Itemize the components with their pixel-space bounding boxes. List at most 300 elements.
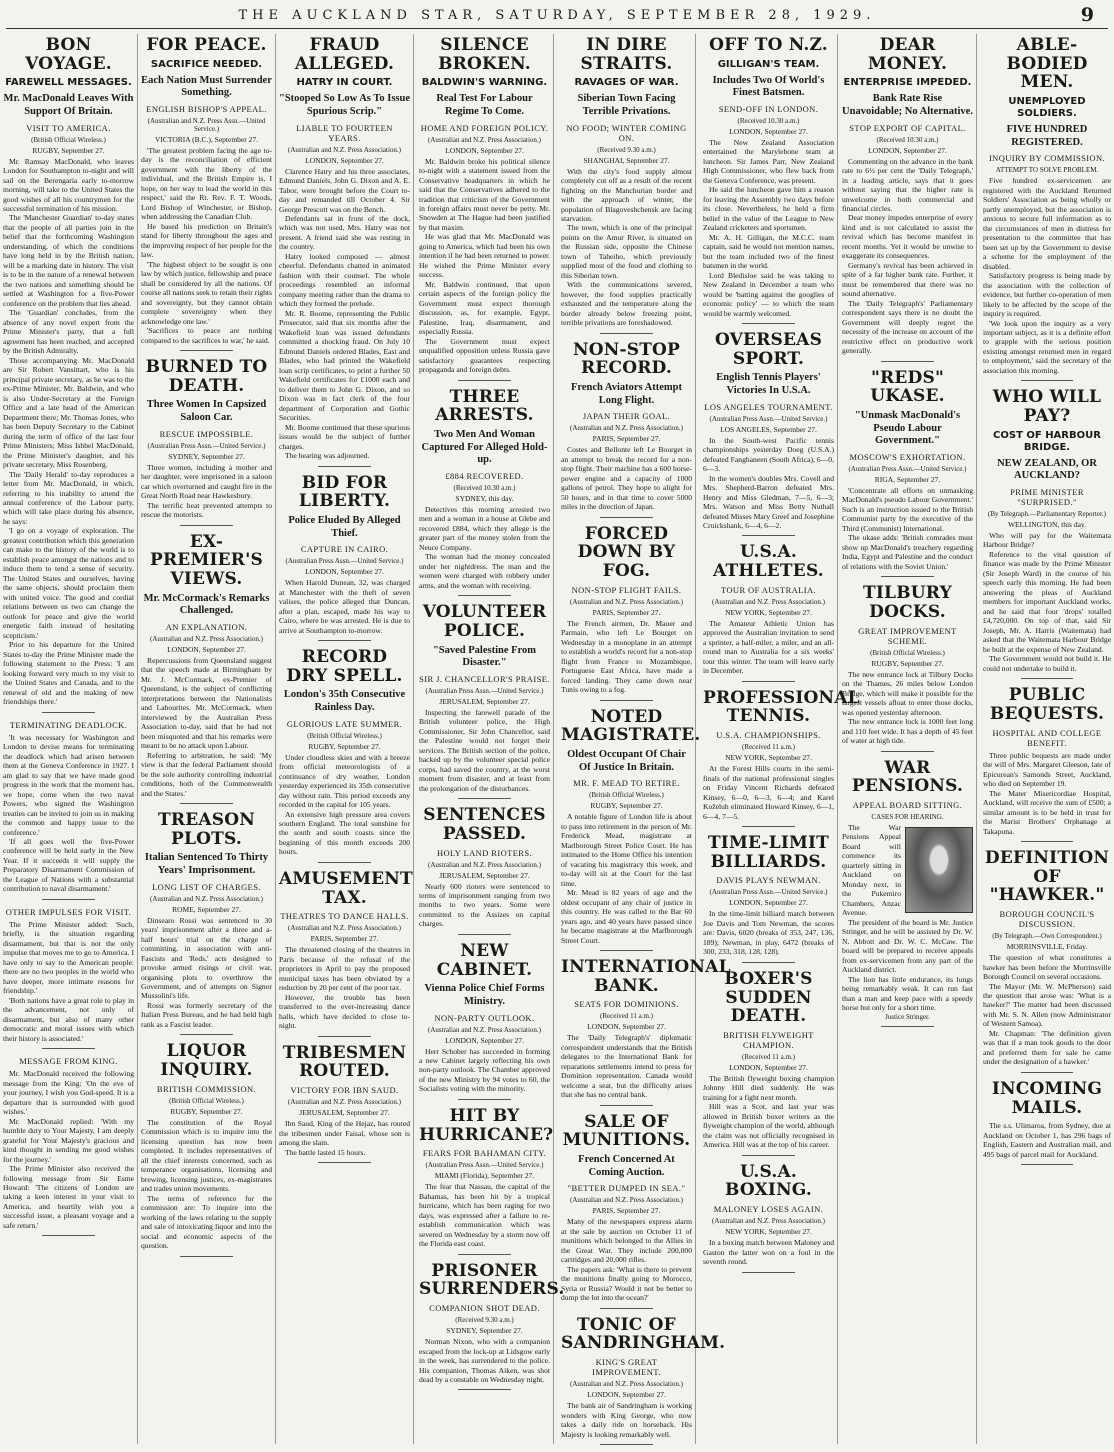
- wire-credit: (Australian and N.Z. Press Association.): [570, 597, 683, 606]
- paragraph: 'We look upon the inquiry as a very important subject, as it is a definite effort to grapple with the serious position existing amongst returned men in regard to employment,' said the secretary of the association this morning.: [983, 318, 1111, 375]
- wire-credit: (Australian and N.Z. Press Association.): [288, 924, 401, 933]
- headline: PRISONER SURRENDERS.: [419, 1260, 565, 1300]
- paragraph: Clarence Hatry and his three associates, Edmund Daniels, John G. Dixon and A. E. Tabor, were brought before the Court to-day and remanded till October 4. Sir George Prescott was on the Bench.: [279, 166, 410, 214]
- dateline: LONDON, September 27.: [445, 1035, 524, 1045]
- headline: PUBLIC BEQUESTS.: [989, 685, 1105, 724]
- dateline: JERUSALEM, September 27.: [439, 870, 530, 880]
- article: [3, 36, 134, 713]
- article-divider: [458, 380, 510, 381]
- subhead: HOSPITAL AND COLLEGE BENEFIT.: [992, 727, 1102, 748]
- subdeck: NEW ZEALAND, OR AUCKLAND?: [997, 457, 1097, 482]
- article: [561, 36, 692, 334]
- paragraph: The terrific heat prevented attempts to rescue the motorists.: [141, 500, 272, 520]
- headline: FOR PEACE.: [146, 35, 267, 55]
- paragraph: Lord Bledisloe said he was taking to New Zealand in December a team who would be 'batting against the googlies of economic policy' — to which the team would be warmly welcomed.: [703, 270, 834, 318]
- headline: TREASON PLOTS.: [158, 810, 255, 849]
- article: [141, 811, 272, 1035]
- dateline: PARIS, September 27.: [310, 934, 379, 944]
- wire-credit: (British Official Wireless.): [589, 791, 664, 800]
- headline: NEW CABINET.: [436, 940, 533, 980]
- article: [419, 603, 550, 799]
- subhead: THEATRES TO DANCE HALLS.: [280, 911, 409, 922]
- article: [279, 648, 410, 863]
- article-body: [279, 945, 410, 1030]
- dateline: SYDNEY, this day.: [455, 493, 514, 503]
- article-body: [561, 445, 692, 511]
- article: [279, 36, 410, 467]
- masthead: [0, 0, 1114, 26]
- article-divider: [600, 517, 652, 518]
- article-body: [561, 167, 692, 328]
- headline: THREE ARRESTS.: [435, 386, 534, 426]
- wire-credit: (Received 11 a.m.): [600, 1012, 653, 1021]
- paragraph: A notable figure of London life is about to pass into retirement in the person of Mr. Frederick Mead, magistrate at Marlborough Street Police Court. He has intimated to the Home Office his intention of vacating his magistracy this week, and to-day will sit at the Court for the last time.: [561, 812, 692, 888]
- article-divider: [600, 333, 652, 334]
- headline: FORCED DOWN BY FOG.: [577, 523, 676, 582]
- article-divider: [318, 466, 370, 467]
- article-divider: [742, 1155, 794, 1156]
- dateline: ROME, September 27.: [172, 904, 241, 914]
- subhead: U.S.A. CHAMPIONSHIPS.: [716, 730, 821, 741]
- paragraph: The question of what constitutes a hawker has been before the Morrinsville Borough Council on several occasions.: [983, 953, 1111, 982]
- article-body: [3, 733, 134, 894]
- article: [703, 834, 834, 963]
- wire-credit: (Australian Press Assn.—United Service.): [285, 557, 404, 566]
- paragraph: Germany's revival has been achieved in spite of a far higher bank rate. Further, it must be remembered that there was no sound alternative.: [842, 260, 973, 299]
- paragraph: In the time-limit billiard match between Joe Davis and Tom Newman, the scores are: Davis, 6020 (breaks of 353, 247, 136, 189); Newman, in play, 6472 (breaks of 300, 233, 318, 128, 128).: [703, 909, 834, 957]
- headline: LIQUOR INQUIRY.: [160, 1041, 253, 1081]
- wire-credit: (By Telegraph.—Own Correspondent.): [992, 932, 1102, 941]
- article-divider: [318, 1162, 370, 1163]
- subhead: DAVIS PLAYS NEWMAN.: [716, 875, 821, 886]
- headline: IN DIRE STRAITS.: [580, 35, 673, 74]
- dateline: NEW YORK, September 27.: [725, 753, 812, 763]
- paragraph: 'The greatest problem facing the age to-day is the reconciliation of efficient government with the liberty of the individual, and the British Empire is, I hope, on her way to lead the world in this respect,' said the Rt. Rev. F. T. Woods, Lord Bishop of Winchester, or Bishop, when addressing the Canadian Club.: [141, 145, 272, 222]
- paragraph: In the women's doubles Mrs. Covell and Mrs. Shepherd-Barron defeated Mrs. Henry and Miss Gledman, 7—5, 6—3; Mrs. Watson and Miss Betty Nuthall defeated Misses Mary Greef and Josephine Cruickshank, 6—4, 6—2.: [703, 473, 834, 530]
- wire-credit: (Received 9.30 a.m.): [597, 145, 656, 154]
- headline: DEAR MONEY.: [867, 35, 948, 74]
- column: [558, 34, 731, 1444]
- subdeck: London's 35th Consecutive Rainless Day.: [283, 689, 406, 714]
- paragraph: Prior to his departure for the United States to-day the Prime Minister made the following statement to the Press: 'I am looking forward very much to my visit to the United States and Canada, and to the renewal of old and the making of new friendships there.': [3, 640, 134, 707]
- dateline: LONDON, September 27.: [305, 155, 384, 165]
- paragraph: 'I go on a voyage of exploration. The greatest contribution which this generation can make to the history of the world is to establish peace amongst the nations and to induce them to tend a sense of security. The United States and ourselves, having the same objects, should proclaim them with united voice. The good and cordial relations between us two can change the outlook for peace and give the world energetic faith instead of hesitating scepticism.': [3, 526, 134, 640]
- article-body: [842, 157, 973, 356]
- subhead: GLORIOUS LATE SUMMER.: [286, 718, 403, 729]
- headline: HIT BY HURRICANE?: [419, 1105, 554, 1145]
- headline: BON VOYAGE.: [25, 35, 112, 74]
- dateline: PARIS, September 27.: [592, 1206, 661, 1216]
- article-divider: [318, 862, 370, 863]
- paragraph: Mr. MacDonald replied: 'With my humble duty to Your Majesty, I am deeply grateful for Your Majesty's gracious and kind thought in sending me good wishes for the journey.': [3, 1116, 134, 1164]
- paragraph: 'Concentrate all efforts on unmasking MacDonald's pseudo Labour Government.' Such is an instruction issued to the British Communist party by the executive of the Third (Communist) International.: [842, 485, 973, 533]
- article: [561, 1113, 692, 1309]
- paragraph: Repercussions from Queensland suggest that the speech made at Birmingham by Mr. J. McCormack, ex-Premier of Queensland, is the subject of conflicting interpretations between the Nationalists and Labourites. Mr. McCormack, when interviewed by the Australian Press Association to-day, said that he had not been misquoted and that his remarks were meant to be no attack upon Labour.: [141, 655, 272, 751]
- article-body: [419, 1047, 550, 1094]
- paragraph: The ukase adds: 'British comrades must show up MacDonald's treachery regarding India, Egypt and Palestine and the conduct of relations with the Soviet Union.': [842, 533, 973, 571]
- paragraph: The woman had the money concealed under her nightdress. The man and the women were charged with robbery under arms, and the woman with receiving.: [419, 552, 550, 590]
- paragraph: The lion has little endurance, its lungs being remarkably weak. It can run fast than a man and keep pace with a speedy horse but only for a short time.: [842, 974, 973, 1013]
- article: [561, 525, 692, 701]
- paragraph: Mr. R. Boome, representing the Public Prosecutor, said that six months after the Wakefield loan was issued defendants committed a shocking fraud. On July 10 Edmund Daniels ordered Blades, East and Blades, who had printed the Wakefield loan scrip certificates, to print a further 50 Wakefield certificates for £1000 each and to deliver them to John G. Dixon, and so Dixon was in fact clerk of the four department of Corporation and Gothic Securities.: [279, 308, 410, 423]
- dateline: LONDON, September 27.: [167, 644, 246, 654]
- headline: WHO WILL PAY?: [992, 387, 1102, 427]
- subdeck: Police Eluded By Alleged Thief.: [288, 514, 401, 539]
- paragraph: Referring to arbitration, he said: 'My view is that the federal Parliament should be the sole authority controlling industrial conditions, both of the Commonwealth and the States.': [141, 750, 272, 798]
- dateline: LOS ANGELES, September 27.: [720, 424, 817, 434]
- wire-credit: (Australian Press Assn.—United Service.): [709, 414, 828, 423]
- paragraph: Mr. A. H. Gilligan, the M.C.C. team captain, said he would not mention names, but the team included two of the finest batsmen in the world.: [703, 232, 834, 271]
- wire-credit: (Received 11 a.m.): [742, 743, 795, 752]
- wire-credit: (Australian and N.Z. Press Association.): [150, 894, 263, 903]
- subdeck: Two Men And Woman Captured For Alleged Hold-up.: [421, 429, 548, 466]
- article: [703, 687, 860, 827]
- article-body: [279, 167, 410, 461]
- article-body: [561, 1033, 692, 1099]
- paragraph: Five hundred ex-servicemen are registered with the Auckland Returned Soldiers' Association as being wholly or partly unemployed, but the association is anxious to secure full information as to the circumstances of men in distress for presentation to the committee that has been set up by the Government to devise a scheme for the employment of the disabled.: [983, 176, 1111, 271]
- headline: TILBURY DOCKS.: [863, 583, 952, 622]
- subhead: MESSAGE FROM KING.: [19, 1056, 118, 1067]
- paragraph: The Prime Minister also received the following message from Sir Esme Howard: 'The citizens of London are taking a keen interest in your visit to America, and heartily wish you a successful issue, a pleasant voyage and a safe return.': [3, 1164, 134, 1230]
- subhead: BRITISH FLYWEIGHT CHAMPION.: [723, 1029, 814, 1050]
- article: [983, 849, 1111, 1073]
- article-body: [279, 753, 410, 857]
- deck: FAREWELL MESSAGES.: [5, 77, 132, 89]
- subhead: LOS ANGELES TOURNAMENT.: [704, 401, 833, 412]
- article-body: [983, 531, 1111, 673]
- masthead-rule: [6, 28, 1108, 29]
- headline: BURNED TO DEATH.: [145, 357, 268, 396]
- paragraph: The 'Guardian' concludes, from the absence of any novel expert from the Prime Minister's party, that a full agreement has been reached, and accepted by the British Admiralty.: [3, 308, 134, 356]
- wire-credit: ATTEMPT TO SOLVE PROBLEM.: [995, 166, 1099, 175]
- deck: COST OF HARBOUR BRIDGE.: [993, 429, 1101, 453]
- article-divider: [742, 826, 794, 827]
- article-body: [842, 486, 973, 571]
- paragraph: The French airmen, Dr. Mauer and Parmain, who left Le Bourget on Wednesday in a monoplane in an attempt to establish a world's record for a non-stop flight from France to Mozambique, Portuguese East Africa, have made a forced landing. They came down near Tunis owing to a fog.: [561, 618, 692, 695]
- dateline: RUGBY, September 27.: [590, 801, 663, 811]
- article-body: [703, 1238, 834, 1266]
- subhead: VICTORY FOR IBN SAUD.: [290, 1085, 399, 1096]
- paragraph: The s.s. Ulimaroa, from Sydney, due at Auckland on October 1, has 296 bags of English, Eastern and Australian mail, and 495 bags of parcel mail for Auckland.: [983, 1121, 1111, 1159]
- subdeck: French Concerned At Coming Auction.: [578, 1154, 675, 1178]
- article-divider: [600, 950, 652, 951]
- headline: VOLUNTEER POLICE.: [422, 602, 547, 641]
- paragraph: The papers ask: 'What is there to prevent the munitions finally going to Morocco, Syria or Russia? Would it not be better to dump the lot into the ocean?': [561, 1264, 692, 1303]
- subhead: INQUIRY BY COMMISSION.: [988, 153, 1106, 164]
- paragraph: 'Sacrifices to peace are nothing compared to the sacrifices to war,' he said.: [141, 326, 272, 345]
- headline: ABLE-BODIED MEN.: [1006, 35, 1088, 93]
- article: [419, 806, 550, 935]
- dateline: VICTORIA (B.C.), September 27.: [155, 134, 258, 144]
- subhead: LONG LIST OF CHARGES.: [152, 881, 261, 892]
- subdeck: Bank Rate Rise Unavoidable; No Alternative.: [842, 93, 973, 117]
- deck: HATRY IN COURT.: [296, 77, 393, 89]
- dateline: NEW YORK, September 27.: [725, 607, 812, 617]
- paragraph: Those accompanying Mr. MacDonald are Sir Robert Vansittart, who is his principal private secretary, as he was to the ex-Prime Minister, Mr. Baldwin, and who is also Under-Secretary at the Foreign Office and a late head of the American Department there; Mr. Thomas Jones, who has been Deputy Secretary to the Cabinet during the term of office of the last four Prime Ministers; Miss Ishbel MacDonald, the Prime Minister's daughter, and his private secretary, Miss Rosenberg.: [3, 355, 134, 470]
- dateline: LONDON, September 27.: [729, 126, 808, 136]
- headline: NON-STOP RECORD.: [572, 339, 681, 379]
- article-body: [419, 1182, 550, 1248]
- paragraph: The new entrance lock at Tilbury Docks on the Thames, 26 miles below London Bridge, which will make it possible for the largest vessels afloat to enter those docks, was opened yesterday afternoon.: [842, 669, 973, 717]
- paragraph: The bank air of Sandringham is working wonders with King George, who now takes a daily ride on horseback. His Majesty is looking remarkably well.: [561, 1401, 692, 1439]
- paragraph: Reference to the vital question of finance was made by the Prime Minister (Sir Joseph Ward) in the course of his speech early this morning. He had been answering the pleas of Auckland members for important Auckland works, and he said that four 'drops' totalled £4,720,000. On top of that, said Sir Joseph, Mr. A. Harris (Waitemata) had asked that the Waitemata Harbour Bridge be built at the expense of New Zealand.: [983, 549, 1111, 654]
- subhead: TERMINATING DEADLOCK.: [9, 719, 128, 730]
- subhead: CAPTURE IN CAIRO.: [300, 544, 389, 555]
- subhead: AN EXPLANATION.: [165, 621, 248, 632]
- subhead: LIABLE TO FOURTEEN YEARS.: [296, 122, 393, 143]
- subhead: KING'S GREAT IMPROVEMENT.: [592, 1357, 661, 1378]
- article-divider: [881, 361, 933, 362]
- subhead: SIR J. CHANCELLOR'S PRAISE.: [419, 673, 550, 684]
- subhead: BOROUGH COUNCIL'S DISCUSSION.: [999, 909, 1095, 930]
- paragraph: Mr. Baldwin continued, that upon certain aspects of the foreign policy the Government must expect thorough discussion, as, for example, Egypt, Palestine, Iraq, disarmament, and especially Russia.: [419, 279, 550, 337]
- wire-credit: (Australian Press Assn.—United Service.): [425, 686, 544, 695]
- article: [141, 36, 272, 351]
- article-body: [419, 157, 550, 375]
- paragraph: The Amateur Athletic Union has approved the Australian invitation to send a sprinter, a half-miler, a miler, and an all-round man to Australia for a six weeks' tour this winter. The team will leave early in December.: [703, 618, 834, 676]
- subhead: PRIME MINISTER "SURPRISED.": [1010, 486, 1084, 507]
- wire-credit: (British Official Wireless.): [870, 648, 945, 657]
- dateline: LONDON, September 27.: [587, 1022, 666, 1032]
- article-divider: [600, 1444, 652, 1445]
- paragraph: The British flyweight boxing champion Johnny Hill died suddenly. He was training for a fight next month.: [703, 1073, 834, 1102]
- article: [842, 759, 973, 1027]
- photo-caption: Justice Stringer.: [885, 1012, 930, 1021]
- dateline: MORRINSVILLE, Friday.: [1006, 942, 1088, 952]
- masthead-title: THE AUCKLAND STAR, SATURDAY, SEPTEMBER 28, 1929.: [238, 8, 876, 23]
- paragraph: 'The highest object to be sought is one law by which justice, fellowship and peace shall be considered by all the nations. Of course all nations seek to retain their rights and sovereignty, but they cannot obtain complete sovereignty when they acknowledge one law.': [141, 259, 272, 326]
- subdeck: Three Women In Capsized Saloon Car.: [146, 399, 267, 424]
- dateline: RUGBY, September 27.: [871, 658, 944, 668]
- wire-credit: (Received 9.30 a.m.): [455, 1316, 514, 1325]
- headline: EX-PREMIER'S VIEWS.: [149, 531, 263, 589]
- subhead: NON-PARTY OUTLOOK.: [434, 1012, 535, 1023]
- subhead: STOP EXPORT OF CAPITAL.: [849, 122, 966, 133]
- article-body: [279, 1119, 410, 1157]
- dateline: SYDNEY, September 27.: [168, 451, 245, 461]
- article-body: [3, 157, 134, 707]
- article: [3, 720, 134, 900]
- wire-credit: (Australian and N.Z. Press Association.): [712, 597, 825, 606]
- article-divider: [881, 576, 933, 577]
- article: [419, 388, 550, 597]
- article-body: [419, 708, 550, 793]
- column: [416, 34, 565, 1444]
- article-divider: [318, 1036, 370, 1037]
- paragraph: He was glad that Mr. MacDonald was going to America, which had been his own intention if he had been returned to power. He wished the Prime Minister every success.: [419, 232, 550, 280]
- headline: OVERSEAS SPORT.: [714, 330, 823, 369]
- article-divider: [458, 595, 510, 596]
- paragraph: Nearly 600 rioters were sentenced to terms of imprisonment ranging from two months to two years. Some were committed to the Assizes on capital charges.: [419, 881, 550, 929]
- subdeck: "Saved Palestine From Disaster.": [432, 644, 537, 669]
- article: [279, 474, 410, 641]
- paragraph: The Mater Misericordiae Hospital, Auckland, will receive the sum of £500; a similar amount is to be held in trust for the Marist Brothers' Orphanage at Takapuna.: [983, 788, 1111, 836]
- headline: U.S.A. BOXING.: [724, 1161, 813, 1201]
- paragraph: The Mayor (Mr. W. McPherson) said the question that arose was: 'What is a hawker?' The matter had been discussed with Mr. S. N. Allen (now Administrator of Western Samoa).: [983, 981, 1111, 1029]
- subhead: TOUR OF AUSTRALIA.: [720, 584, 817, 595]
- article-body: [703, 1074, 834, 1150]
- article-body: [3, 920, 134, 1043]
- paragraph: At the Forest Hills courts in the semi-finals of the national professional singles on Friday Vincent Richards defeated Kinsey, 6—0, 6—3, 6—4; and Karel Koželuh eliminated Howard Kinsey, 6—1, 6—4, 7—5.: [703, 764, 834, 821]
- paragraph: The 'Daily Telegraph's' Parliamentary correspondent says there is no doubt the Government will deeply regret the necessity of the increase on account of the restrictive effect on productive work generally.: [842, 298, 973, 356]
- article-divider: [881, 1026, 933, 1027]
- headline: INCOMING MAILS.: [991, 1078, 1103, 1118]
- paragraph: Rossi was formerly secretary of the Italian Press Bureau, and he had held high rank as a Fascist leader.: [141, 1000, 272, 1029]
- article: [561, 1314, 726, 1445]
- article-divider: [458, 934, 510, 935]
- deck: GILLIGAN'S TEAM.: [717, 58, 820, 70]
- paragraph: Ibn Saud, King of the Hejaz, has routed the tribesmen under Faisal, whose son is among the slain.: [279, 1119, 410, 1148]
- paragraph: Under cloudless skies and with a breeze from official meteorologists of a continuance of dry weather, London yesterday experienced its 35th consecutive day without rain. This period exceeds any recorded in the capital for 105 years.: [279, 752, 410, 810]
- dateline: RUGBY, September 27.: [170, 1106, 243, 1116]
- article-body: [703, 138, 834, 318]
- article: [703, 970, 834, 1156]
- article-divider: [180, 803, 232, 804]
- paragraph: The terms of reference for the commission are: To inquire into the working of the laws relating to the supply and sale of intoxicating liquor and into the social and economic aspects of the question.: [141, 1193, 272, 1251]
- wire-credit: (British Official Wireless.): [31, 135, 106, 144]
- subdeck: Vienna Police Chief Forms Ministry.: [424, 983, 545, 1007]
- dateline: LONDON, September 27.: [729, 1062, 808, 1072]
- article-body: [561, 619, 692, 695]
- wire-credit: (By Telegraph.—Parliamentary Reporter.): [988, 509, 1106, 518]
- paragraph: The threatened closing of the theatres in Paris because of the refusal of the proprietors in April to pay the proposed municipal taxes has been obviated by a reduction by 20 per cent of the poor tax.: [279, 945, 410, 993]
- article: [561, 957, 731, 1106]
- headline: NOTED MAGISTRATE.: [561, 706, 701, 746]
- paragraph: An extensive high pressure area covers southern England. The total sunshine for the south and south coasts since the beginning of this month exceeds 200 hours.: [279, 809, 410, 857]
- paragraph: The new entrance lock is 1000 feet long and 110 feet wide. It has a depth of 45 feet of water at high tide.: [842, 717, 973, 746]
- subhead: VISIT TO AMERICA.: [26, 122, 111, 133]
- wire-credit: (Australian and N.Z. Press Association.): [428, 860, 541, 869]
- wire-credit: (Australian and N.Z. Press Association.): [150, 634, 263, 643]
- subdeck: Mr. MacDonald Leaves With Support Of Britain.: [3, 93, 134, 117]
- article: [983, 686, 1111, 842]
- article-body: [703, 909, 834, 956]
- headline: TONIC OF SANDRINGHAM.: [561, 1314, 726, 1354]
- paragraph: The town, which is one of the principal points on the Amur River, is situated on the Russian side, opposite the Chinese town of Taheiho, which previously supplied most of the food and clothing to this Siberian town.: [561, 223, 692, 280]
- paragraph: With the communications severed, however, the food supplies practically exhausted and the temperature along the border already below freezing point, terrible privations are foreshadowed.: [561, 280, 692, 328]
- article-divider: [600, 1105, 652, 1106]
- dateline: LONDON, September 27.: [729, 898, 808, 908]
- subhead: NO FOOD; WINTER COMING ON.: [566, 122, 687, 143]
- paragraph: Many of the newspapers express alarm at the sale by auction on October 11 of munitions which belonged to the Allies in the Great War. They include 200,000 cartridges and 20,000 rifles.: [561, 1217, 692, 1265]
- subhead: GREAT IMPROVEMENT SCHEME.: [858, 625, 957, 646]
- article-body: [561, 1401, 692, 1439]
- article: [419, 1105, 554, 1255]
- article: [141, 358, 272, 525]
- subhead: BRITISH COMMISSION.: [156, 1083, 257, 1094]
- wire-credit: (Received 10.30 a.m.): [876, 135, 939, 144]
- paragraph: In a boxing match between Maloney and Gaston the latter won on a foul in the seventh round.: [703, 1238, 834, 1267]
- article: [561, 706, 701, 951]
- article: [3, 907, 134, 1049]
- dateline: LONDON, September 27.: [305, 567, 384, 577]
- paragraph: The New Zealand Association entertained the Marylebone team at luncheon. Sir James Parr, New Zealand High Commissioner, who flew back from the Geneva Conference, was present.: [703, 137, 834, 185]
- paragraph: With the city's food supply almost completely cut off as a result of the recent fighting on the Manchurian border and with the approach of winter, the population of Blagoveshchensk are facing starvation.: [561, 166, 692, 223]
- headline: DEFINITION OF "HAWKER.": [984, 847, 1110, 906]
- article: [561, 341, 692, 518]
- article-divider: [1021, 1072, 1072, 1073]
- paragraph: Dinsearo Rossi was sentenced to 30 years' imprisonment after a three and a-half hours' trial on the charge of committing, in association with anti-Fascists and 'Reds,' acts designed to provoke armed risings or civil war, organising plots to overthrow the Government, and of attempts on Signor Mussolini's life.: [141, 915, 272, 1001]
- article-body: [141, 1118, 272, 1251]
- subhead: JAPAN THEIR GOAL.: [582, 411, 671, 422]
- article: [842, 369, 973, 578]
- subhead: RESCUE IMPOSSIBLE.: [159, 428, 254, 439]
- deck: SACRIFICE NEEDED.: [150, 58, 263, 70]
- article-body: [561, 1217, 692, 1302]
- subdeck: Each Nation Must Surrender Something.: [141, 74, 272, 99]
- headline: AMUSEMENT TAX.: [279, 868, 413, 908]
- paragraph: Hatry looked composed — almost cheerful. Defendants chatted in animated fashion with their counsel. The whole proceedings resembled an informal company meeting rather than the drama to which they formed the prelude.: [279, 251, 410, 309]
- article-divider: [42, 712, 94, 713]
- headline: PROFESSIONAL TENNIS.: [703, 687, 860, 727]
- wire-credit: (Australian and N.Z. Press Association.): [570, 1380, 683, 1389]
- deck: RAVAGES OF WAR.: [574, 77, 679, 89]
- deck: BALDWIN'S WARNING.: [421, 77, 548, 89]
- portrait-photo: [905, 827, 973, 913]
- wire-credit: (Received 10.30 a.m.): [453, 483, 516, 492]
- article-divider: [1021, 1164, 1072, 1165]
- article-divider: [180, 1034, 232, 1035]
- article-divider: [1021, 678, 1072, 679]
- article-divider: [742, 323, 794, 324]
- subhead: SEND-OFF IN LONDON.: [718, 103, 819, 114]
- article: [983, 36, 1111, 381]
- headline: TIME-LIMIT BILLIARDS.: [707, 833, 830, 872]
- article: [279, 868, 413, 1037]
- paragraph: Mr. MacDonald received the following message from the King: 'On the eve of your journey, I wish you God-speed. It is a departure that is surrounded with good wishes.': [3, 1069, 134, 1117]
- paragraph: The constitution of the Royal Commission which is to inquire into the licensing question has now been completed. It includes representatives of all the chief interests concerned, such as temperance organisations, licensing and brewing, licensing justices, ex-magistrates and trades union movements.: [141, 1117, 272, 1194]
- subdeck: FIVE HUNDRED REGISTERED.: [1006, 124, 1088, 148]
- subhead: HOME AND FOREIGN POLICY.: [420, 122, 549, 133]
- article: [983, 388, 1111, 679]
- subdeck: Includes Two Of World's Finest Batsmen.: [712, 74, 825, 99]
- article: [703, 1163, 834, 1273]
- paragraph: He based his prediction on Britain's stand for liberty throughout the ages and the improving respect of her people for the law.: [141, 221, 272, 260]
- wire-credit: (Australian Press Assn.—United Service.): [147, 441, 266, 450]
- article: [279, 1044, 410, 1163]
- paragraph: The battle lasted 15 hours.: [285, 1147, 366, 1157]
- paragraph: Norman Nixon, who with a companion escaped from the lock-up at Lidsgow early in the week, has surrendered to the police. His companion, Thomas Aiken, was shot dead by a constable on Wednesday night.: [419, 1337, 550, 1384]
- article-divider: [180, 525, 232, 526]
- subhead: FEARS FOR BAHAMAN CITY.: [422, 1148, 547, 1159]
- headline: INTERNATIONAL BANK.: [561, 957, 731, 996]
- article: [419, 36, 550, 381]
- dateline: LONDON, September 27.: [587, 1390, 666, 1400]
- article-body: [983, 176, 1111, 375]
- paragraph: The hearing was adjourned.: [285, 451, 370, 461]
- article-divider: [318, 640, 370, 641]
- dateline: MIAMI (Florida), September 27.: [434, 1171, 535, 1181]
- article-divider: [180, 350, 232, 351]
- article-divider: [42, 1048, 94, 1049]
- subdeck: Mr. McCormack's Remarks Challenged.: [143, 592, 270, 617]
- dateline: LONDON, September 27.: [445, 145, 524, 155]
- headline: TRIBESMEN ROUTED.: [282, 1042, 407, 1082]
- paragraph: Three women, including a mother and her daughter, were imprisoned in a saloon car which overturned and caught fire in the Great North Road near Hawkesbury.: [141, 462, 272, 501]
- headline: U.S.A. ATHLETES.: [713, 542, 824, 582]
- article: [983, 1080, 1111, 1165]
- article: [419, 1260, 565, 1391]
- paragraph: The Government would not build it. He could not undertake to build it.: [983, 654, 1111, 673]
- article-body: [703, 619, 834, 676]
- wire-credit: (Australian and N.Z. Press Association.): [712, 1217, 825, 1226]
- wire-credit: (Australian and N.Z. Press Association.): [428, 135, 541, 144]
- wire-credit: (Australian and N.Z. Press Association.): [288, 1098, 401, 1107]
- column: [138, 34, 276, 1444]
- wire-credit: (Australian and N.Z. Press Assn.—United Service.): [147, 116, 266, 133]
- paragraph: Satisfactory progress is being made by the association with the collection of evidence, but further co-operation of men likely to be affected by the scope of the inquiry is required.: [983, 271, 1111, 319]
- article-divider: [458, 1254, 510, 1255]
